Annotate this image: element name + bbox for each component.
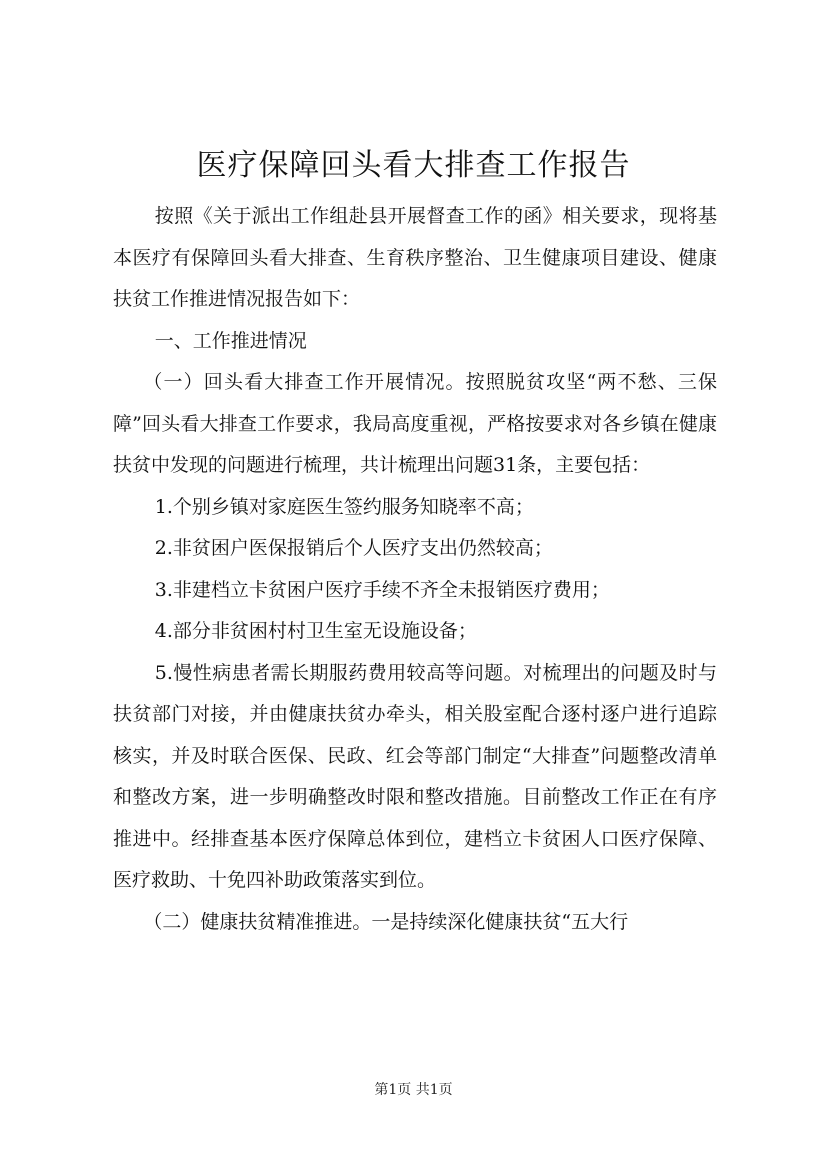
section-heading-1: 一、工作推进情况 [154,329,307,352]
subsection-2-paragraph: （二）健康扶贫精准推进。一是持续深化健康扶贫“五大行 [143,910,629,933]
page-footer: 第1页 共1页 [374,1082,453,1098]
list-item-3: 3.非建档立卡贫困户医疗手续不齐全未报销医疗费用； [154,578,610,601]
subsection-1-paragraph: （一）回头看大排查工作开展情况。按照脱贫攻坚“两不愁、三保障”回头看大排查工作要求，我局高度重视，严格按要求对各乡镇在健康扶贫中发现的问题进行梳理，共计梳理出问题31条，主要包括： [113,371,717,476]
list-item-2: 2.非贫困户医保报销后个人医疗支出仍然较高； [154,537,553,559]
list-item-4: 4.部分非贫困村村卫生室无设施设备； [154,620,477,642]
intro-paragraph: 按照《关于派出工作组赴县开展督查工作的函》相关要求，现将基本医疗有保障回头看大排查、生育秩序整治、卫生健康项目建设、健康扶贫工作推进情况报告如下： [113,205,717,310]
document-body [113,196,717,943]
list-item-1: 1.个别乡镇对家庭医生签约服务知晓率不高； [154,495,534,518]
document-title: 医疗保障回头看大排查工作报告 [196,148,631,183]
list-item-5: 5.慢性病患者需长期服药费用较高等问题。对梳理出的问题及时与扶贫部门对接，并由健康扶贫办牵头，相关股室配合逐村逐户进行追踪核实，并及时联合医保、民政、红会等部门制定“大排查”问题整改清单和整改方案，进一步明确整改时限和整改措施。目前整改工作正在有序推进中。经排查基本医疗保障总体到位，建档立卡贫困人口医疗保障、医疗救助、十免四补助政策落实到位。 [113,661,717,891]
